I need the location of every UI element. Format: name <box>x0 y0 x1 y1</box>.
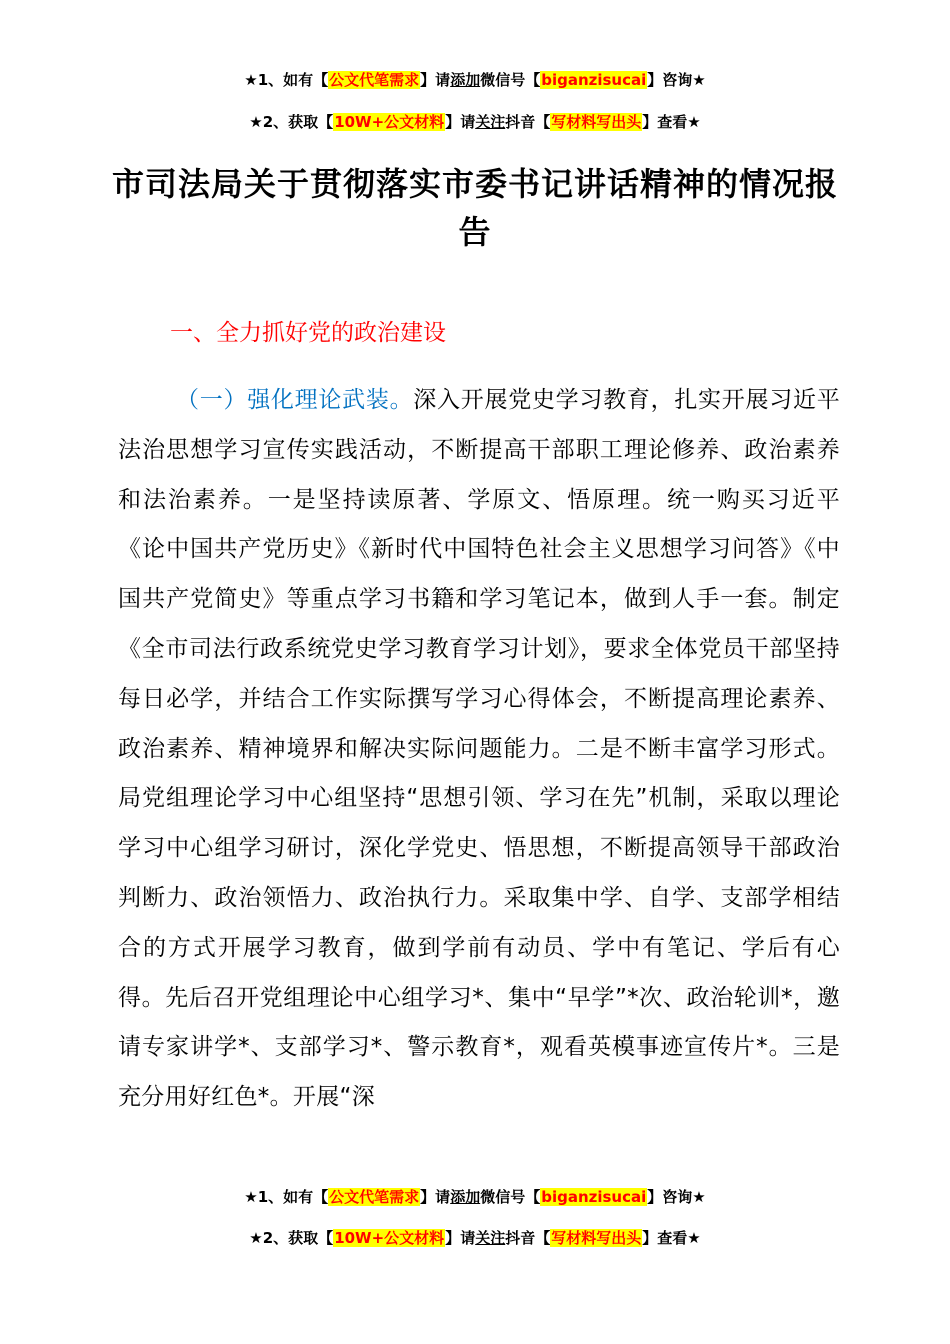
promo-highlight: 写材料写出头 <box>551 1229 642 1247</box>
document-title: 市司法局关于贯彻落实市委书记讲话精神的情况报告 <box>111 165 838 251</box>
promo-prefix: ★2、获取【 <box>249 113 334 131</box>
subsection-heading: （一）强化理论武装。 <box>176 387 414 413</box>
promo-text: 】请 <box>420 71 451 89</box>
promo-text: 抖音【 <box>505 1229 551 1247</box>
promo-line-2-bottom <box>0 1227 950 1249</box>
section-heading: 一、全力抓好党的政治建设 <box>170 320 446 346</box>
body-paragraph <box>118 376 840 1123</box>
promo-highlight: biganzisucai <box>541 1188 647 1206</box>
promo-text: 微信号【 <box>480 71 541 89</box>
promo-prefix: ★2、获取【 <box>249 1229 334 1247</box>
promo-text: 】请 <box>445 113 476 131</box>
promo-highlight: 写材料写出头 <box>551 113 642 131</box>
promo-prefix: ★1、如有【 <box>244 1188 329 1206</box>
promo-prefix: ★1、如有【 <box>244 71 329 89</box>
promo-highlight: 公文代笔需求 <box>329 71 420 89</box>
promo-text: 】请 <box>420 1188 451 1206</box>
promo-underlined: 添加 <box>450 71 481 89</box>
promo-line-1-bottom <box>0 1186 950 1208</box>
promo-highlight: 10W+公文材料 <box>334 1229 445 1247</box>
promo-suffix: 】查看★ <box>642 113 701 131</box>
promo-suffix: 】咨询★ <box>647 1188 706 1206</box>
promo-suffix: 】咨询★ <box>647 71 706 89</box>
promo-text: 微信号【 <box>480 1188 541 1206</box>
promo-line-2-top <box>0 111 950 133</box>
promo-underlined: 关注 <box>475 113 506 131</box>
promo-underlined: 添加 <box>450 1188 481 1206</box>
promo-suffix: 】查看★ <box>642 1229 701 1247</box>
body-text: 深入开展党史学习教育，扎实开展习近平法治思想学习宣传实践活动，不断提高干部职工理论修养、政治素养和法治素养。一是坚持读原著、学原文、悟原理。统一购买习近平《论中国共产党历史》《新时代中国特色社会主义思想学习问答》《中国共产党简史》等重点学习书籍和学习笔记本，做到人手一套。制定《全市司法行政系统党史学习教育学习计划》，要求全体党员干部坚持每日必学，并结合工作实际撰写学习心得体会，不断提高理论素养、政治素养、精神境界和解决实际问题能力。二是不断丰富学习形式。局党组理论学习中心组坚持“思想引领、学习在先”机制，采取以理论学习中心组学习研讨，深化学党史、悟思想，不断提高领导干部政治判断力、政治领悟力、政治执行力。采取集中学、自学、支部学相结合的方式开展学习教育，做到学前有动员、学中有笔记、学后有心得。先后召开党组理论中心组学习*、集中“早学”*次、政治轮训*，邀请专家讲学*、支部学习*、警示教育*，观看英模事迹宣传片*。三是充分用好红色*。开展“深 <box>118 387 840 1111</box>
promo-text: 抖音【 <box>505 113 551 131</box>
promo-highlight: 公文代笔需求 <box>329 1188 420 1206</box>
promo-text: 】请 <box>445 1229 476 1247</box>
promo-underlined: 关注 <box>475 1229 506 1247</box>
promo-line-1-top <box>0 69 950 91</box>
promo-highlight: 10W+公文材料 <box>334 113 445 131</box>
promo-highlight: biganzisucai <box>541 71 647 89</box>
